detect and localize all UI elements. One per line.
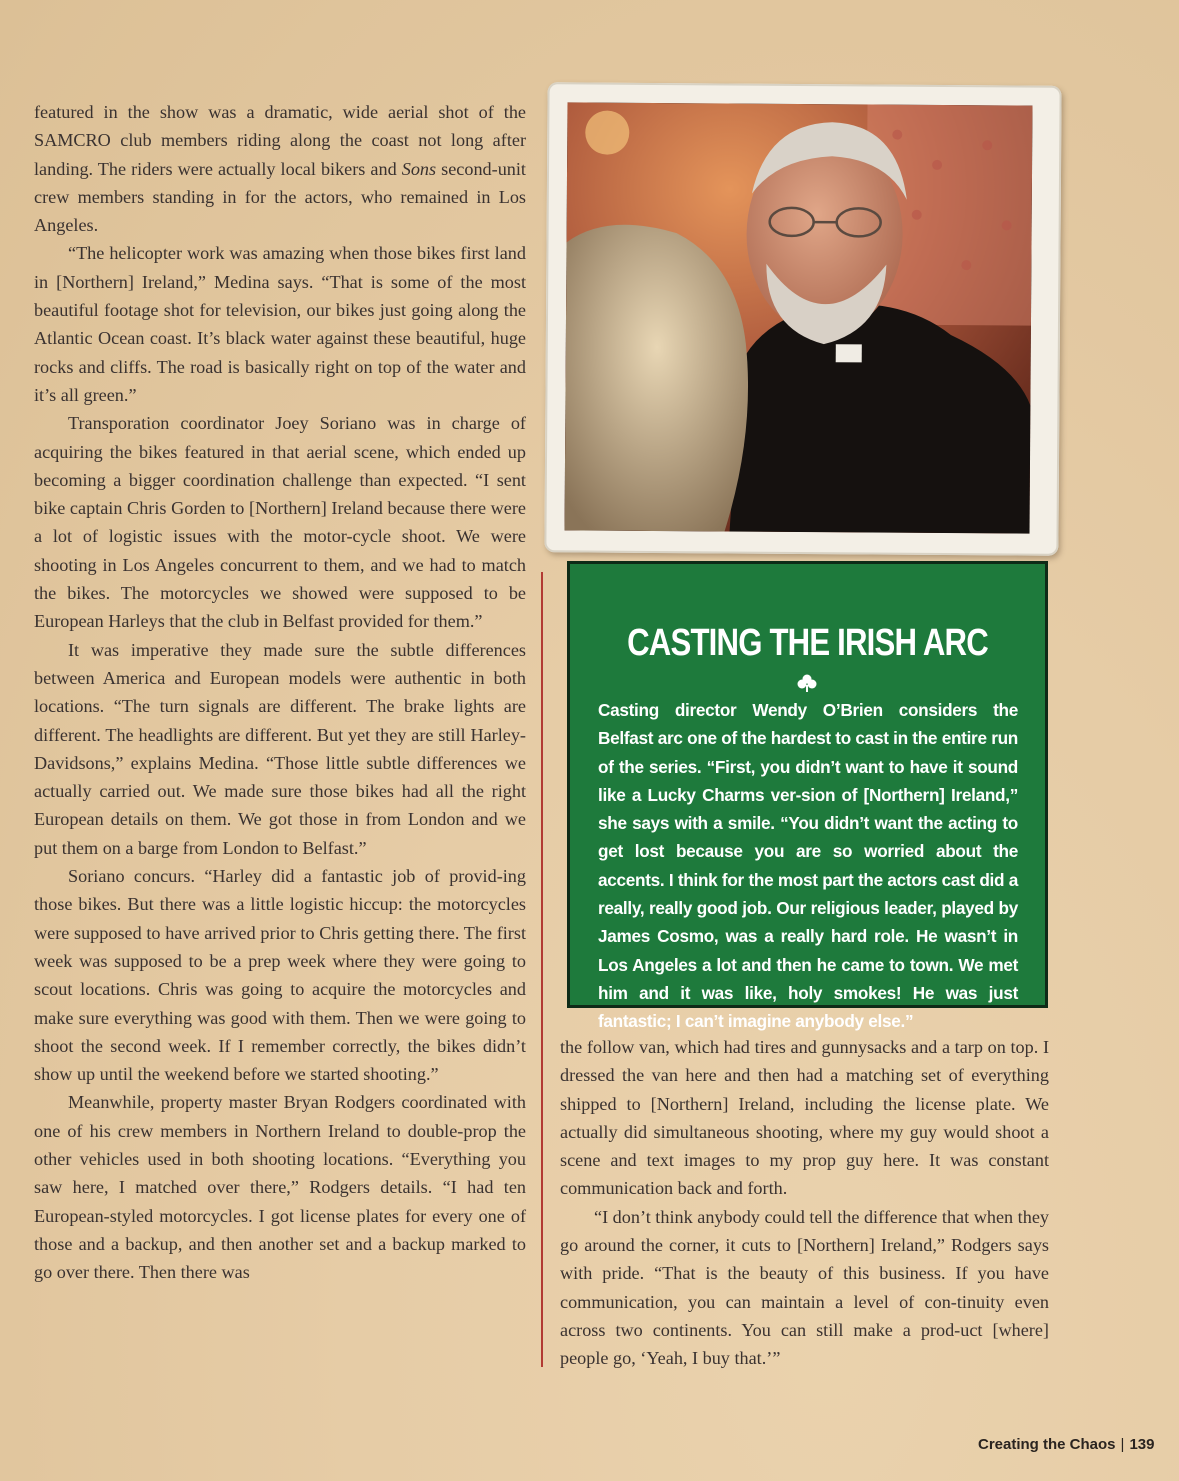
paragraph-1-text: featured in the show was a dramatic, wide aerial shot of the SAMCRO club members riding along the coast not long after landing. The riders were actually local bikers and (34, 102, 526, 179)
photo-illustration (565, 102, 1033, 533)
page-number: 139 (1129, 1436, 1155, 1453)
photo-frame (544, 82, 1061, 556)
paragraph-7: the follow van, which had tires and gunnysacks and a tarp on top. I dressed the van here and then had a matching set of everything shipped to [Northern] Ireland, including the license plate. We actually did simultaneous shooting, where my guy would shoot a scene and text images to my prop guy here. It was constant communication back and forth. (560, 1037, 1049, 1199)
paragraph-4: It was imperative they made sure the subtle differences between America and European models were authentic in both locations. “The turn signals are different. The brake lights are different. The headlights are different. But yet they are still Harley-Davidsons,” explains Medina. “Those little subtle differences we actually carried out. We made sure those bikes had all the right European details on them. We got those in from London and we put them on a barge from London to Belfast.” (34, 639, 526, 858)
sidebar-title: CASTING THE IRISH ARC (627, 622, 988, 664)
still-photo-priest (565, 102, 1033, 533)
paragraph-1 (34, 98, 526, 239)
paragraph-6: Meanwhile, property master Bryan Rodgers coordinated with one of his crew members in Northern Ireland to double-prop the other vehicles used in both shooting locations. “Everything you saw here, I matched over there,” Rodgers details. “I had ten European-styled motorcycles. I got license plates for every one of those and a backup, and then another set and a backup marked to go over there. Then there was (34, 1092, 526, 1283)
left-text-column (34, 98, 526, 1286)
sidebar-body: Casting director Wendy O’Brien considers the Belfast arc one of the hardest to cast in the entire run of the series. “First, you didn’t want to have it sound like a Lucky Charms ver-sion of [Northern] Ireland,” she says with a smile. “You didn’t want the acting to get lost because you are so worried about the accents. I think for the most part the actors cast did a really, really good job. Our religious leader, played by James Cosmo, was a really hard role. He wasn’t in Los Angeles a lot and then he came to town. We met him and it was like, holy smokes! He was just fantastic; I can’t imagine anybody else.” (598, 700, 1018, 1032)
page-footer (978, 1436, 1154, 1453)
paragraph-1-text-after: second-unit crew members standing in for the actors, who remained in Los Angeles. (34, 158, 526, 236)
shamrock-icon (796, 674, 818, 692)
column-divider (541, 572, 543, 1367)
paragraph-5: Soriano concurs. “Harley did a fantastic job of provid-ing those bikes. But there was a little logistic hiccup: the motorcycles were supposed to have arrived prior to Chris getting there. The first week was supposed to be a prep week where they were going to scout locations. Chris was going to acquire the motorcycles and make sure everything was good with them. Then we were going to shoot the second week. If I remember correctly, the bikes didn’t show up until the weekend before we started shooting.” (34, 866, 526, 1085)
paragraph-2: “The helicopter work was amazing when those bikes first land in [Northern] Ireland,” Medina says. “That is some of the most beautiful footage shot for television, our bikes just going along the Atlantic Ocean coast. It’s black water against these beautiful, huge rocks and cliffs. The road is basically right on top of the water and it’s all green.” (34, 243, 526, 405)
sidebar-box (567, 561, 1048, 1032)
paragraph-3: Transporation coordinator Joey Soriano was in charge of acquiring the bikes featured in that aerial scene, which ended up becoming a bigger coordination challenge than expected. “I sent bike captain Chris Gorden to [Northern] Ireland because there were a lot of logistic issues with the motor-cycle shoot. We were shooting in Los Angeles concurrent to them, and we had to match the bikes. The motorcycles we showed were supposed to be European Harleys that the club in Belfast provided for them.” (34, 413, 526, 632)
book-title: Creating the Chaos (978, 1436, 1116, 1453)
show-title-italic: Sons (401, 158, 437, 179)
paragraph-8: “I don’t think anybody could tell the difference that when they go around the corner, it cuts to [Northern] Ireland,” Rodgers says with pride. “That is the beauty of this business. If you have communication, you can maintain a level of con-tinuity even across two continents. You can still make a prod-uct [where] people go, ‘Yeah, I buy that.’” (560, 1206, 1049, 1369)
footer-separator: | (1120, 1436, 1125, 1453)
right-text-column (560, 1033, 1049, 1373)
